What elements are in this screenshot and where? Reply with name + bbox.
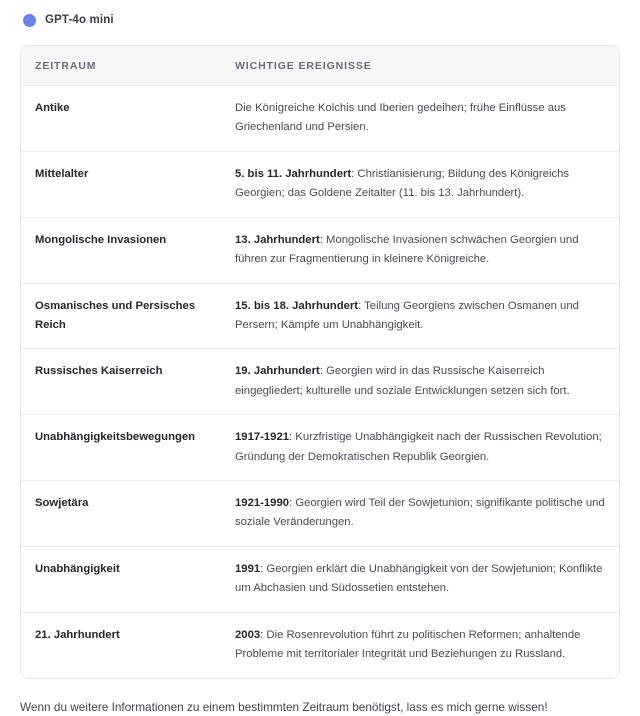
- table-header-row: [21, 46, 619, 86]
- table-row: [21, 283, 619, 349]
- event-text: : Mongolische Invasionen schwächen Georgien und führen zur Fragmentierung in kleinere Königreiche.: [235, 233, 579, 266]
- event-era: 1921-1990: [235, 497, 290, 510]
- event-era: 1917-1921: [235, 431, 290, 444]
- event-era: 13. Jahrhundert: [235, 233, 320, 246]
- event-text: : Die Rosenrevolution führt zu politischen Reformen; anhaltende Probleme mit territorialer Integrität und Beziehungen zu Russland.: [235, 628, 581, 661]
- cell-period: [21, 546, 221, 612]
- timeline-table: [21, 46, 619, 678]
- table-row: [21, 217, 619, 283]
- event-text: : Christianisierung; Bildung des Königreichs Georgien; das Goldene Zeitalter (11. bis 13. Jahrhundert).: [235, 167, 570, 200]
- cell-period: [21, 217, 221, 283]
- cell-period: [21, 612, 221, 677]
- table-row: [21, 349, 619, 415]
- period-label: Mongolische Invasionen: [35, 233, 167, 246]
- event-text: : Kurzfristige Unabhängigkeit nach der Russischen Revolution; Gründung der Demokratischen Republik Georgien.: [235, 431, 602, 463]
- period-label: Osmanisches und Persisches Reich: [35, 299, 196, 331]
- cell-period: [21, 151, 221, 217]
- cell-events: [221, 415, 619, 481]
- table-row: [21, 415, 619, 481]
- table-header: [21, 46, 619, 86]
- column-header-period: ZEITRAUM: [21, 46, 221, 86]
- table-row: [21, 86, 619, 152]
- event-text: : Georgien wird in das Russische Kaiserreich eingegliedert; kulturelle und soziale Entwicklungen setzen sich fort.: [235, 365, 570, 397]
- cell-events: [221, 283, 619, 349]
- cell-events: [221, 546, 619, 612]
- event-era: 15. bis 18. Jahrhundert: [235, 299, 359, 312]
- event-era: 2003: [235, 628, 261, 641]
- cell-period: [21, 415, 221, 481]
- table-row: [21, 546, 619, 612]
- cell-events: [221, 481, 619, 547]
- event-text: Die Königreiche Kolchis und Iberien gedeihen; frühe Einflüsse aus Griechenland und Persien.: [235, 102, 566, 134]
- period-label: Unabhängigkeitsbewegungen: [35, 431, 196, 444]
- column-header-events: WICHTIGE EREIGNISSE: [221, 46, 619, 86]
- period-label: Mittelalter: [35, 167, 89, 180]
- model-header: [0, 0, 640, 31]
- cell-period: [21, 481, 221, 547]
- model-avatar-dot: [23, 14, 36, 27]
- timeline-table-card: [20, 45, 620, 679]
- event-text: : Teilung Georgiens zwischen Osmanen und Persern; Kämpfe um Unabhängigkeit.: [235, 299, 579, 331]
- period-label: Antike: [35, 102, 70, 114]
- event-era: 19. Jahrhundert: [235, 365, 320, 378]
- period-label: Unabhängigkeit: [35, 562, 120, 575]
- cell-events: [221, 86, 619, 152]
- event-text: : Georgien erklärt die Unabhängigkeit von der Sowjetunion; Konflikte um Abchasien und Südossetien entstehen.: [235, 562, 603, 595]
- cell-period: [21, 349, 221, 415]
- cell-events: [221, 217, 619, 283]
- period-label: Sowjetära: [35, 497, 89, 510]
- event-text: : Georgien wird Teil der Sowjetunion; signifikante politische und soziale Veränderungen.: [235, 497, 605, 529]
- model-name-label: GPT-4o mini: [45, 14, 114, 26]
- cell-events: [221, 612, 619, 677]
- table-row: [21, 151, 619, 217]
- footer-note: Wenn du weitere Informationen zu einem bestimmten Zeitraum benötigst, lass es mich gerne wissen!: [20, 699, 548, 714]
- cell-period: [21, 283, 221, 349]
- cell-period: [21, 86, 221, 152]
- period-label: 21. Jahrhundert: [35, 628, 120, 641]
- cell-events: [221, 349, 619, 415]
- table-row: [21, 612, 619, 677]
- event-era: 5. bis 11. Jahrhundert: [235, 167, 352, 180]
- event-era: 1991: [235, 562, 261, 575]
- table-row: [21, 481, 619, 547]
- cell-events: [221, 151, 619, 217]
- table-body: [21, 86, 619, 678]
- period-label: Russisches Kaiserreich: [35, 365, 163, 378]
